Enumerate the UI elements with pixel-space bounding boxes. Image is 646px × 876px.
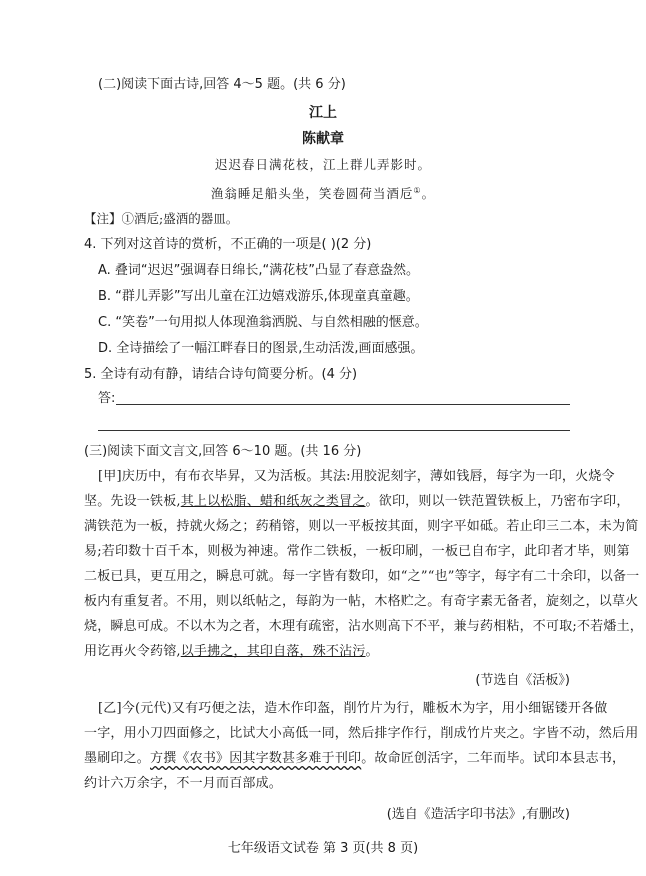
- wavy-underlined-phrase: 方撰《农书》因其字数甚多难于刊印: [150, 751, 362, 766]
- jia-line-7: 烧，瞬息可成。不以木为之者，木理有疏密，沾水则高下不平，兼与药相粘，不可取;不若燔土，: [84, 619, 643, 634]
- question-4: 4. 下列对这首诗的赏析，不正确的一项是( )(2 分): [84, 237, 372, 252]
- jia-line-3: 满铁范为一板，持就火炀之；药稍镕，则以一平板按其面，则字平如砥。若止印三二本，未为简: [84, 519, 639, 534]
- question-5: 5. 全诗有动有静，请结合诗句简要分析。(4 分): [84, 367, 358, 382]
- underlined-phrase-1: 其上以松脂、蜡和纸灰之类冒之: [180, 494, 366, 509]
- answer-line-1[interactable]: [116, 404, 570, 405]
- section3-heading: (三)阅读下面文言文,回答 6～10 题。(共 16 分): [84, 444, 362, 459]
- jia-line-6: 板内有重复者。不用，则以纸帖之，每韵为一帖，木格贮之。有奇字素无备者，旋刻之，以草火: [84, 594, 639, 609]
- q4-option-a: A. 叠词“迟迟”强调春日绵长,“满花枝”凸显了春意盎然。: [98, 263, 420, 278]
- poem-author: 陈献章: [302, 131, 344, 147]
- q4-option-d: D. 全诗描绘了一幅江畔春日的图景,生动活泼,画面感强。: [98, 341, 424, 356]
- underlined-phrase-2: 以手拂之，其印自落，殊不沾污: [180, 644, 366, 659]
- yi-line-4: 约计六万余字，不一月而百部成。: [84, 776, 283, 791]
- yi-line-3: 墨刷印之。方撰《农书》因其字数甚多难于刊印。故命匠创活字，二年而毕。试印本县志书，: [84, 751, 626, 766]
- answer-label: 答:: [98, 391, 116, 406]
- poem-title: 江上: [309, 105, 337, 121]
- poem-line-2: 渔翁睡足船头坐，笑卷圆荷当酒卮①。: [210, 186, 436, 202]
- q4-option-b: B. “群儿弄影”写出儿童在江边嬉戏游乐,体现童真童趣。: [98, 289, 419, 304]
- jia-source: (节选自《活板》): [475, 673, 570, 688]
- jia-line-2: 坚。先设一铁板,其上以松脂、蜡和纸灰之类冒之。欲印，则以一铁范置铁板上，乃密布字印，: [84, 494, 630, 509]
- yi-line-2: 一字，用小刀四面修之，比试大小高低一同，然后排字作行，削成竹片夹之。字皆不动，然后用: [84, 726, 639, 741]
- section2-heading: (二)阅读下面古诗,回答 4～5 题。(共 6 分): [98, 77, 346, 92]
- jia-line-4: 易;若印数十百千本，则极为神速。常作二铁板，一板印刷，一板已自布字，此印者才毕，则第: [84, 544, 630, 559]
- jia-line-5: 二板已具，更互用之，瞬息可就。每一字皆有数印，如“之”“也”等字，每字有二十余印，以备一: [84, 569, 640, 584]
- poem-line-1: 迟迟春日满花枝，江上群儿弄影时。: [214, 157, 431, 172]
- poem-note: 【注】①酒卮;盛酒的器皿。: [84, 211, 239, 226]
- footnote-marker: ①: [413, 186, 422, 195]
- q4-option-c: C. “笑卷”一句用拟人体现渔翁洒脱、与自然相融的惬意。: [98, 315, 428, 330]
- jia-line-8: 用讫再火令药镕,以手拂之，其印自落，殊不沾污。: [84, 644, 379, 659]
- yi-line-1: [乙]今(元代)又有巧便之法，造木作印盔，削竹片为行，雕板木为字，用小细锯镂开各做: [98, 701, 608, 716]
- jia-line-1: [甲]庆历中，有布衣毕昇，又为活板。其法:用胶泥刻字，薄如钱唇，每字为一印，火烧令: [98, 469, 615, 484]
- yi-source: (选自《造活字印书法》,有删改): [386, 807, 570, 822]
- answer-line-2[interactable]: [98, 430, 570, 431]
- page-footer: 七年级语文试卷 第 3 页(共 8 页): [227, 841, 419, 856]
